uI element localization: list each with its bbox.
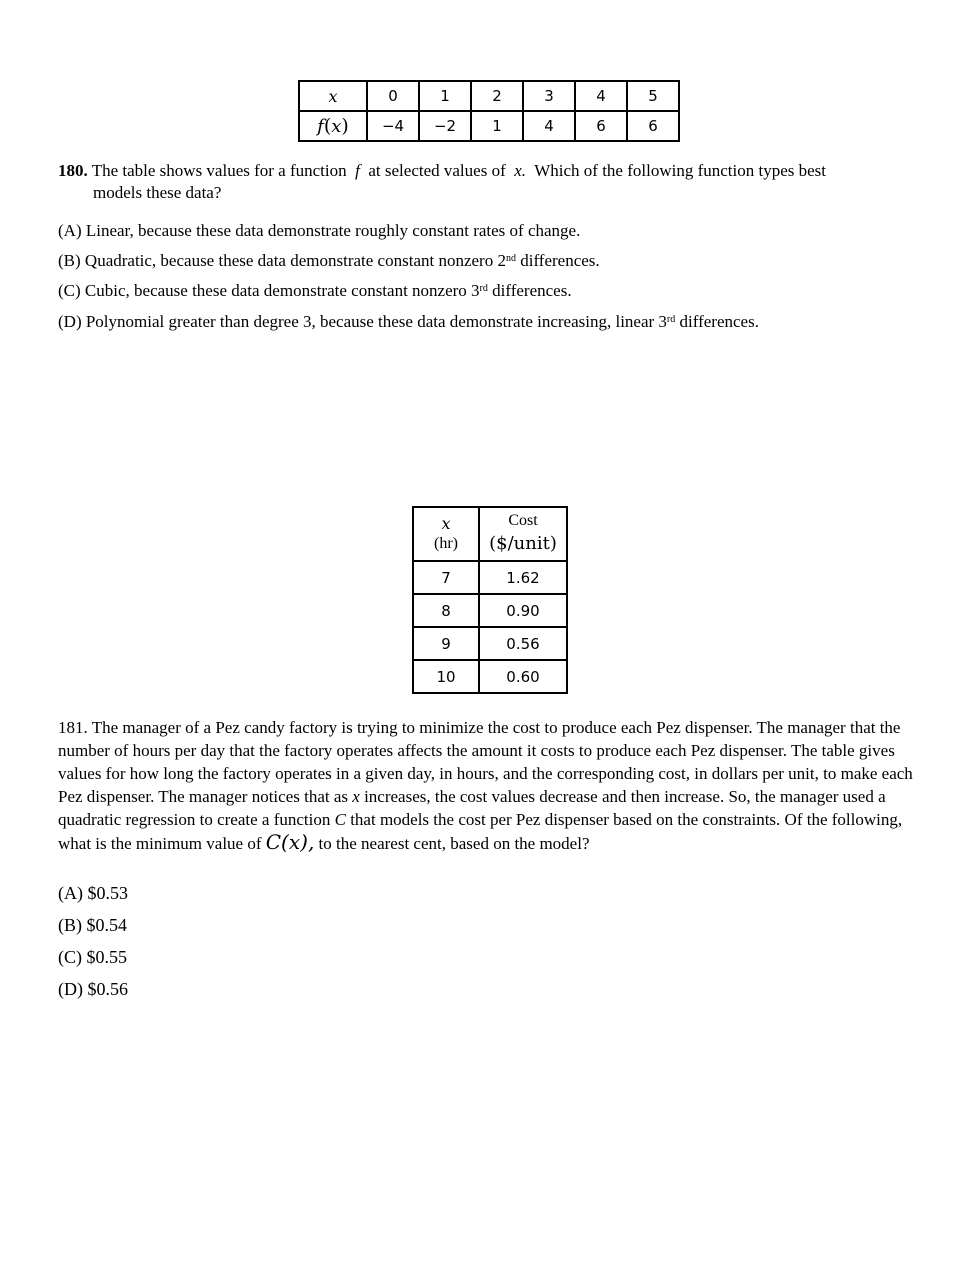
superscript: rd (666, 314, 676, 325)
answer-option-b[interactable]: (B) $0.54 (58, 915, 127, 935)
table-cell-hours: 10 (413, 660, 479, 693)
option-text: (D) Polynomial greater than degree 3, because these data demonstrate increasing, linear 3 (58, 312, 667, 331)
header-x-unit: (hr) (434, 535, 458, 552)
table-cell-fx: −2 (419, 111, 471, 141)
stem-text: 181. The manager of a Pez candy factory is trying to minimize the cost to produce each Pez dispenser. The manager that the number of hours per day that the factory operates affects the amount it costs to produce each Pez dispenser. The table gives values for how long the factory operates in a given day, in hours, and the corresponding cost, in dollars per unit, to make each Pez dispenser. The manager notices that as (58, 718, 913, 806)
option-text: (C) Cubic, because these data demonstrate constant nonzero 3 (58, 281, 480, 300)
superscript: nd (505, 253, 516, 264)
fx-x: x (331, 116, 342, 137)
answer-option-a[interactable] (58, 220, 580, 242)
answer-option-a[interactable]: (A) $0.53 (58, 883, 128, 903)
option-text: differences. (515, 251, 600, 270)
table-row-fx (299, 111, 679, 141)
table-cell-cost: 0.60 (479, 660, 567, 693)
header-cost: Cost (508, 512, 538, 529)
table-header-cost (479, 507, 567, 561)
table-cell-x: 0 (367, 81, 419, 111)
table-cell-fx: −4 (367, 111, 419, 141)
table-cell-x: 1 (419, 81, 471, 111)
math-x: x. (514, 161, 527, 180)
superscript: rd (479, 283, 488, 294)
table-cell-x: 3 (523, 81, 575, 111)
table-cell-hours: 7 (413, 561, 479, 594)
header-x: x (441, 514, 451, 533)
table-cell-hours: 8 (413, 594, 479, 627)
answer-option-d[interactable] (58, 311, 759, 333)
option-text: differences. (675, 312, 759, 331)
math-C: C (334, 810, 346, 829)
option-text: differences. (487, 281, 572, 300)
math-Cx: C(x), (265, 830, 315, 854)
stem-text: at selected values of (368, 161, 506, 180)
option-text: (A) Linear, because these data demonstrate roughly constant rates of change. (58, 221, 581, 240)
table-cell-fx: 4 (523, 111, 575, 141)
answer-option-c[interactable]: (C) $0.55 (58, 947, 127, 967)
table-cell-cost: 0.56 (479, 627, 567, 660)
answer-option-b[interactable] (58, 250, 600, 272)
table-cell-x: 5 (627, 81, 679, 111)
fx-f: f (317, 116, 324, 137)
table-row (413, 627, 567, 660)
table-cell-cost: 1.62 (479, 561, 567, 594)
answer-option-d[interactable]: (D) $0.56 (58, 979, 128, 999)
question-181-stem (58, 716, 918, 855)
table-cell-fx: 6 (627, 111, 679, 141)
math-f: f (355, 161, 360, 180)
table-cell-x: 4 (575, 81, 627, 111)
table-header-x: x (299, 81, 367, 111)
table-cell-fx: 6 (575, 111, 627, 141)
question-180-stem (58, 160, 918, 204)
math-x: x (352, 787, 360, 806)
table-header-row (413, 507, 567, 561)
option-text: (B) Quadratic, because these data demonstrate constant nonzero 2 (58, 251, 506, 270)
question-number: 180. (58, 161, 88, 180)
table-row (413, 660, 567, 693)
stem-text: Which of the following function types best (534, 161, 827, 180)
table-header-fx (299, 111, 367, 141)
fx-paren-open: ( (323, 115, 332, 137)
table-cell-x: 2 (471, 81, 523, 111)
stem-text: models these data? (93, 183, 222, 202)
table-cell-cost: 0.90 (479, 594, 567, 627)
stem-text: that models the cost per Pez dispenser based on the constraints. Of the following, what is the minimum value of (58, 810, 903, 853)
table-row-x (299, 81, 679, 111)
fx-paren-close: ) (341, 115, 349, 137)
stem-text: The table shows values for a function (91, 161, 347, 180)
header-cost-unit: ($/unit) (489, 533, 557, 554)
function-values-table (298, 80, 680, 142)
table-cell-hours: 9 (413, 627, 479, 660)
cost-table (412, 506, 568, 694)
table-cell-fx: 1 (471, 111, 523, 141)
table-row (413, 594, 567, 627)
stem-text: to the nearest cent, based on the model? (318, 834, 590, 853)
table-row (413, 561, 567, 594)
table-header-hours (413, 507, 479, 561)
stem-text: increases, the cost values decrease and then increase. So, the manager used a quadratic regression to create a function (58, 787, 886, 829)
answer-option-c[interactable] (58, 280, 572, 302)
